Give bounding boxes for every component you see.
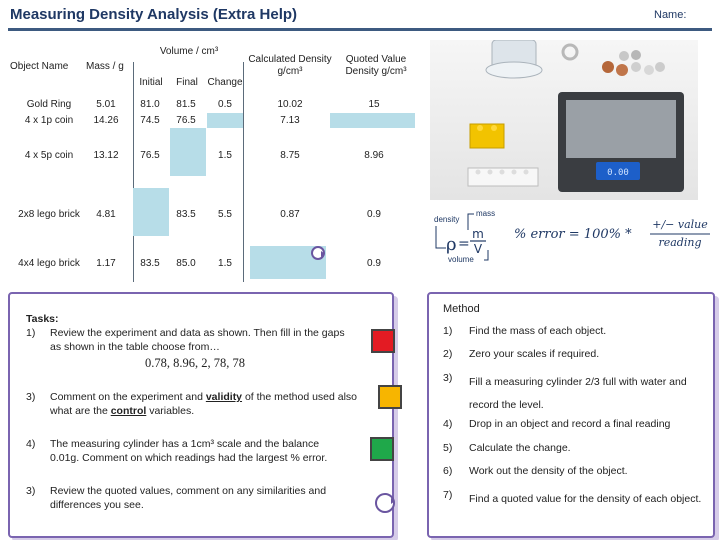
coin [619, 51, 629, 61]
yellow-lego-brick [470, 124, 504, 148]
coin [631, 50, 641, 60]
gap-cell[interactable] [170, 128, 206, 176]
error-denominator: reading [658, 236, 702, 249]
step-number: 7) [443, 489, 453, 501]
gap-cell[interactable] [330, 113, 415, 128]
table-divider [243, 62, 244, 282]
mass-symbol: m [472, 227, 484, 241]
equipment-illustration [430, 40, 698, 200]
row-calc: 7.13 [280, 115, 300, 126]
step-text: Zero your scales if required. [469, 348, 600, 360]
row-calc: 0.87 [280, 209, 300, 220]
header-calculated: Calculated Density g/cm³ [248, 54, 332, 77]
balance-reading: 0.00 [607, 168, 629, 178]
task-number: 3) [26, 485, 36, 497]
mass-label: mass [476, 209, 496, 218]
gap-cell[interactable] [133, 188, 169, 236]
error-formula: % error = 100% * [514, 227, 632, 242]
header-change: Change [207, 77, 243, 88]
title-divider [8, 28, 712, 31]
tasks-panel [8, 292, 394, 538]
ring-object [563, 45, 577, 59]
row-quoted: 0.9 [367, 258, 381, 269]
row-change: 0.5 [218, 99, 232, 110]
tasks-heading: Tasks: [26, 313, 59, 325]
coin [602, 61, 614, 73]
lego-stud [488, 170, 493, 175]
error-numerator: +/− value [652, 218, 708, 231]
coin [655, 62, 665, 72]
task-text-part: variables. [146, 405, 195, 417]
label-connector [484, 250, 488, 260]
task-number: 3) [26, 391, 36, 403]
step-text: Find the mass of each object. [469, 325, 607, 337]
row-calc: 8.75 [280, 150, 300, 161]
row-final: 76.5 [176, 115, 196, 126]
header-final: Final [176, 77, 198, 88]
coin [616, 64, 628, 76]
row-initial: 76.5 [140, 150, 160, 161]
volume-label: volume [448, 255, 474, 264]
balance-pan [566, 100, 676, 158]
table-divider [133, 62, 134, 282]
row-initial: 74.5 [140, 115, 160, 126]
control-keyword: control [110, 405, 147, 417]
task-text: The measuring cylinder has a 1cm³ scale and the balance 0.01g. Comment on which readings had the largest % error. [50, 438, 328, 464]
red-level-square[interactable] [371, 329, 395, 353]
row-name: 4 x 1p coin [24, 115, 74, 126]
step-number: 6) [443, 465, 453, 477]
task-options: 0.78, 8.96, 2, 78, 78 [145, 356, 245, 370]
row-mass: 1.17 [96, 258, 116, 269]
header-object-name: Object Name [10, 61, 69, 72]
row-mass: 13.12 [93, 150, 119, 161]
lego-stud [524, 170, 529, 175]
row-calc: 10.02 [277, 99, 303, 110]
row-name: 4x4 lego brick [18, 258, 80, 269]
green-level-square[interactable] [370, 437, 394, 461]
step-number: 4) [443, 418, 453, 430]
method-panel [427, 292, 715, 538]
task-text-part: Comment on the experiment and [50, 391, 206, 403]
row-quoted: 8.96 [364, 150, 384, 161]
name-label: Name: [654, 9, 687, 21]
gap-cell[interactable] [207, 113, 243, 128]
row-mass: 5.01 [96, 99, 116, 110]
step-text: Calculate the change. [469, 442, 571, 454]
task-number: 1) [26, 327, 36, 339]
step-text: Work out the density of the object. [469, 465, 628, 477]
method-heading: Method [443, 303, 480, 315]
equipment-photo [430, 40, 698, 200]
lego-stud [476, 170, 481, 175]
row-final: 81.5 [176, 99, 196, 110]
header-volume: Volume / cm³ [159, 46, 219, 57]
row-mass: 4.81 [96, 209, 116, 220]
row-name: 4 x 5p coin [24, 150, 74, 161]
amber-level-square[interactable] [378, 385, 402, 409]
formula-panel [428, 208, 718, 268]
density-label: density [434, 215, 460, 224]
equals-sign: = [458, 236, 470, 252]
row-change: 1.5 [218, 150, 232, 161]
row-quoted: 0.9 [367, 209, 381, 220]
glass-base [486, 62, 542, 78]
header-initial: Initial [139, 77, 163, 88]
label-connector [436, 226, 446, 248]
header-mass: Mass / g [86, 61, 124, 72]
task-text [50, 390, 380, 418]
task-number: 4) [26, 438, 36, 450]
lego-stud [491, 125, 497, 131]
lego-stud [512, 170, 517, 175]
task-text: Review the experiment and data as shown. Then fill in the gaps as shown in the table choose from… [50, 327, 345, 353]
lego-stud [477, 125, 483, 131]
row-mass: 14.26 [93, 115, 119, 126]
step-number: 1) [443, 325, 453, 337]
step-text: Find a quoted value for the density of each object. [469, 493, 702, 505]
coin [644, 65, 654, 75]
refresh-icon[interactable] [311, 246, 325, 260]
step-text: Drop in an object and record a final reading [469, 418, 671, 430]
volume-symbol: V [473, 242, 483, 256]
row-name: Gold Ring [26, 99, 72, 110]
row-change: 1.5 [218, 258, 232, 269]
coin [631, 62, 641, 72]
row-change: 5.5 [218, 209, 232, 220]
task-text-part: of the method used also what are the [50, 391, 358, 417]
validity-keyword: validity [205, 391, 243, 403]
row-final: 83.5 [176, 209, 196, 220]
page-title: Measuring Density Analysis (Extra Help) [10, 6, 298, 23]
step-number: 5) [443, 442, 453, 454]
step-number: 2) [443, 348, 453, 360]
formula-graphic [428, 208, 718, 268]
lego-stud [500, 170, 505, 175]
row-final: 85.0 [176, 258, 196, 269]
header-quoted: Quoted Value Density g/cm³ [345, 54, 407, 77]
step-text: Fill a measuring cylinder 2/3 full with water and record the level. [469, 376, 687, 411]
refresh-icon[interactable] [375, 493, 395, 513]
row-name: 2x8 lego brick [18, 209, 80, 220]
rho-symbol: ρ [446, 234, 457, 255]
task-text: Review the quoted values, comment on any similarities and differences you see. [50, 485, 327, 511]
step-number: 3) [443, 372, 453, 384]
row-initial: 81.0 [140, 99, 160, 110]
row-initial: 83.5 [140, 258, 160, 269]
row-quoted: 15 [368, 99, 380, 110]
